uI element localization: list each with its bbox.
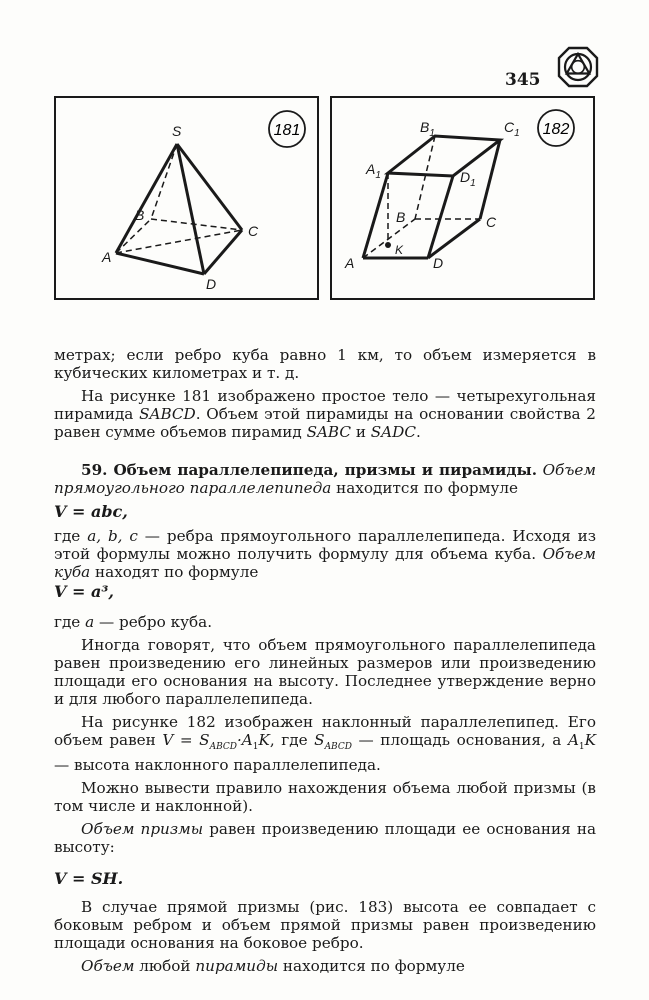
label-D: D [206,276,217,292]
face-A1B1C1D1 [388,136,500,176]
edge-AD [116,253,204,274]
label-C1: $C_1$ [504,119,520,139]
label-A: A [102,249,112,265]
point-K [385,242,391,248]
formula-volume-box: V = abc, [54,502,128,521]
edge-BC-hidden [151,219,242,230]
section-59: 59. Объем параллелепипеда, призмы и пирамиды. Объем прямоугольного параллелепипеда находится по формуле [54,461,596,497]
diagonal-AC-hidden [116,230,242,253]
figure-182-parallelepiped [330,96,595,300]
paragraph: метрах; если ребро куба равно 1 км, то объем измеряется в кубических километрах и т. д. [54,346,596,382]
figure-number: 181 [273,122,301,139]
figure-181-pyramid [54,96,319,300]
paragraph: Объем призмы равен произведению площади ее основания на высоту: [54,820,596,857]
paragraph: где a, b, c — ребра прямоугольного параллелепипеда. Исходя из этой формулы можно получить формулу для объема куба. Объем куба находят по формуле [54,527,597,581]
formula-volume-cube: V = a³, [54,582,114,601]
figure-number: 182 [542,121,570,138]
paragraph: На рисунке 182 изображен наклонный параллелепипед. Его объем равен $V = S_{ABCD}\cdot A_1K$, где $S_{ABCD}$ — площадь основания, а $A_1K$ — высота наклонного параллелепипеда. [54,713,597,775]
label-A: A [345,255,355,271]
paragraph: где a — ребро куба. [54,613,213,631]
pyramid-diagram [54,96,319,300]
label-C: C [248,223,259,239]
paragraph: В случае прямой призмы (рис. 183) высота ее совпадает с боковым ребром и объем прямой призмы равен произведению площади основания на боковое ребро. [54,898,596,953]
triangle-circle-logo-icon [557,46,599,88]
label-K: K [395,243,404,257]
page-number: 345 [505,70,541,90]
label-D: D [433,255,444,271]
paragraph: Можно вывести правило нахождения объема любой призмы (в том числе и наклонной). [54,779,596,816]
page-body [54,346,596,975]
edge-AB-hidden [363,219,415,258]
paragraph: Иногда говорят, что объем прямоугольного параллелепипеда равен произведению его линейных размеров или произведению площади его основания на высоту. Последнее утверждение верно и для любого параллелепипеда. [54,636,596,708]
label-C: C [486,214,497,230]
formula-volume-prism: V = SH. [54,869,124,889]
paragraph: На рисунке 181 изображено простое тело — четырехугольная пирамида SABCD. Объем этой пирамиды на основании свойства 2 равен сумме объемов пирамид SABC и SADC. [54,387,596,441]
label-A1: $A_1$ [366,161,381,181]
edge-SA [116,144,177,253]
label-B1: $B_1$ [420,119,435,139]
label-S: S [172,123,182,139]
paragraph: Объем любой пирамиды находится по формуле [81,957,465,976]
edge-D1D [428,176,453,258]
edge-DC [428,219,480,258]
label-B: B [135,207,145,223]
section-title: 59. Объем параллелепипеда, призмы и пирамиды. [81,461,537,479]
edge-A1A [363,173,388,258]
label-D1: $D_1$ [460,169,476,189]
parallelepiped-diagram [330,96,595,300]
label-B: B [396,209,406,225]
